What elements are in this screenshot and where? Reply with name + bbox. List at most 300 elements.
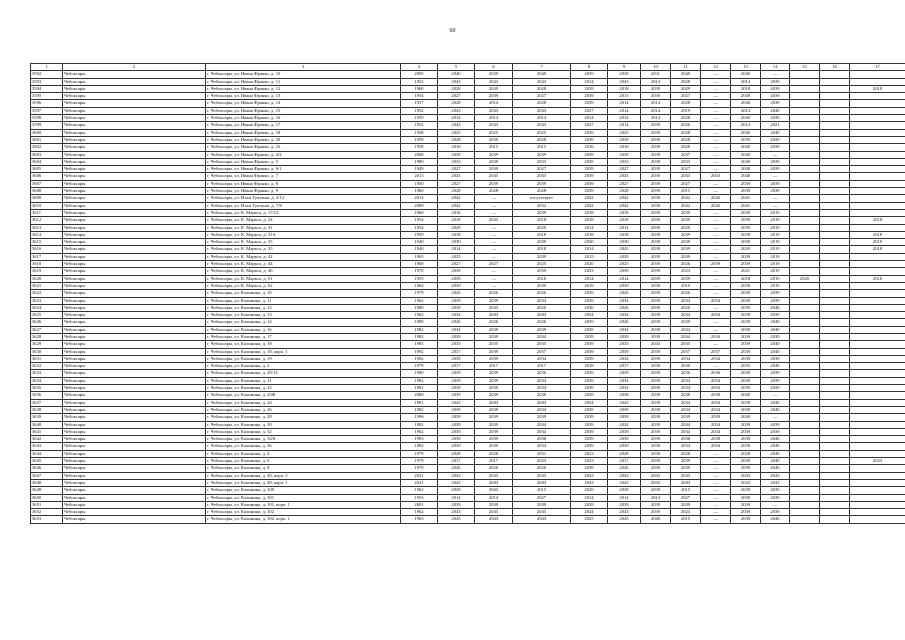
address-cell: г. Чебоксары, ул. Калинина, д. 34/8 [206,436,401,443]
value-cell: 2039 [641,297,671,304]
value-cell: 2014 [475,115,513,122]
value-cell: 2039 [641,85,671,92]
value-cell: 2035 [513,341,571,348]
value-cell: 2040 [731,129,761,136]
address-cell: г. Чебоксары, ул. К. Маркса, д. 44 [206,261,401,268]
value-cell [850,71,905,78]
address-cell: г. Чебоксары, ул. Ивана Франко, д. 22 [206,144,401,151]
value-cell: 2043 [475,173,513,180]
value-cell [790,428,820,435]
city-cell: Чебоксары [63,93,206,100]
value-cell: 2019 [671,282,701,289]
value-cell: 2039 [761,297,790,304]
value-cell: 2043 [608,516,641,523]
value-cell: 2039 [731,209,761,216]
value-cell [790,399,820,406]
value-cell: 2039 [608,443,641,450]
value-cell: 2039 [731,188,761,195]
value-cell: 2026 [513,465,571,472]
value-cell: 2039 [608,136,641,143]
value-cell: 2018 [438,217,475,224]
value-cell: 2039 [761,487,790,494]
value-cell: 1952 [401,107,438,114]
value-cell: — [475,253,513,260]
table-row [31,85,905,92]
value-cell: 2028 [513,136,571,143]
value-cell: 2014 [608,275,641,282]
value-cell: 2014 [571,494,608,501]
value-cell: 2040 [731,93,761,100]
table-row [31,231,905,238]
value-cell: 1954 [401,93,438,100]
value-cell: 2039 [571,85,608,92]
value-cell [850,326,905,333]
value-cell [850,188,905,195]
value-cell [820,333,850,340]
table-row [31,239,905,246]
city-cell: Чебоксары [63,421,206,428]
value-cell: 2043 [438,173,475,180]
city-cell: Чебоксары [63,78,206,85]
address-cell: г. Чебоксары, ул. Ивана Франко, д. 7 [206,173,401,180]
value-cell: 2039 [571,100,608,107]
value-cell: 2039 [731,290,761,297]
value-cell [790,173,820,180]
value-cell: 2014 [608,107,641,114]
city-cell: Чебоксары [63,509,206,516]
row-number-cell: 3612 [31,217,63,224]
value-cell: 2021 [761,122,790,129]
value-cell: 2038 [671,392,701,399]
value-cell: 2014 [438,494,475,501]
table-row [31,385,905,392]
value-cell [820,472,850,479]
value-cell: 2039 [641,93,671,100]
value-cell: 2043 [608,479,641,486]
value-cell: 2018 [850,275,905,282]
value-cell: 2039 [641,261,671,268]
value-cell: 2043 [641,341,671,348]
address-cell: г. Чебоксары, ул. К. Маркса, д. 46 [206,268,401,275]
table-row [31,122,905,129]
value-cell [850,399,905,406]
value-cell: 2039 [438,377,475,384]
city-cell: Чебоксары [63,428,206,435]
address-cell: г. Чебоксары, ул. Калинина, д. 18 [206,341,401,348]
value-cell: 2025 [513,129,571,136]
value-cell: 2043 [608,78,641,85]
value-cell: 1965 [401,253,438,260]
value-cell: 1940 [401,239,438,246]
value-cell: 2034 [671,443,701,450]
value-cell: 2034 [701,443,731,450]
value-cell: 1960 [401,85,438,92]
value-cell: 2040 [761,436,790,443]
value-cell: 2040 [731,166,761,173]
value-cell: 1952 [401,122,438,129]
value-cell: 2039 [731,385,761,392]
value-cell [790,406,820,413]
value-cell: 2039 [641,180,671,187]
value-cell: 2034 [513,297,571,304]
value-cell [850,377,905,384]
value-cell: 2042 [701,202,731,209]
value-cell: 2019 [761,246,790,253]
address-cell: г. Чебоксары, ул. Ивана Франко, д. 18 [206,129,401,136]
address-cell: г. Чебоксары, ул. К. Маркса, д. 24 [206,217,401,224]
value-cell: 2034 [701,377,731,384]
value-cell: 2039 [571,333,608,340]
value-cell: 2039 [475,136,513,143]
value-cell: 2015 [475,144,513,151]
city-cell: Чебоксары [63,501,206,508]
value-cell: 2039 [671,319,701,326]
value-cell: 2039 [761,355,790,362]
value-cell: 2039 [731,436,761,443]
value-cell: 2034 [571,312,608,319]
value-cell: 2015 [513,144,571,151]
value-cell: 2020 [790,275,820,282]
value-cell: 2019 [761,268,790,275]
value-cell [820,348,850,355]
table-row [31,370,905,377]
value-cell: — [475,246,513,253]
value-cell: — [701,326,731,333]
value-cell [790,136,820,143]
value-cell [790,129,820,136]
value-cell: 2039 [731,406,761,413]
value-cell [790,501,820,508]
value-cell: 2026 [608,319,641,326]
value-cell: 2043 [701,173,731,180]
value-cell: 2039 [475,166,513,173]
value-cell: 1979 [401,465,438,472]
value-cell: 2039 [641,144,671,151]
value-cell: 2039 [438,443,475,450]
value-cell: 1980 [401,319,438,326]
value-cell [790,312,820,319]
value-cell: 2043 [475,312,513,319]
value-cell: 2039 [761,188,790,195]
value-cell: 2034 [701,399,731,406]
row-number-cell: 3635 [31,385,63,392]
value-cell: 2043 [671,173,701,180]
value-cell: 2036 [701,370,731,377]
value-cell: 2039 [641,304,671,311]
value-cell [850,363,905,370]
value-cell: 2043 [513,312,571,319]
value-cell: 2039 [761,78,790,85]
table-row [31,516,905,523]
value-cell [820,85,850,92]
value-cell: 2038 [513,392,571,399]
address-cell: г. Чебоксары, ул. Калинина, д. 23Ф [206,392,401,399]
value-cell: 2039 [438,436,475,443]
value-cell: 2039 [475,392,513,399]
value-cell: 2028 [513,188,571,195]
value-cell [790,487,820,494]
row-number-cell: 3595 [31,93,63,100]
value-cell: 2035 [475,341,513,348]
value-cell: 2028 [671,450,701,457]
value-cell [850,472,905,479]
value-cell: — [701,78,731,85]
value-cell: 2025 [571,516,608,523]
header-cell: 7 [513,64,571,71]
address-cell: г. Чебоксары, ул. Калинина, д. 19 [206,355,401,362]
value-cell [790,261,820,268]
value-cell: 2019 [761,224,790,231]
value-cell: 2039 [438,406,475,413]
value-cell [850,78,905,85]
value-cell: 1954 [401,217,438,224]
value-cell: 2039 [671,275,701,282]
value-cell: 2039 [608,348,641,355]
value-cell: — [701,158,731,165]
row-number-cell: 3601 [31,136,63,143]
value-cell [790,144,820,151]
value-cell: 2039 [571,173,608,180]
row-number-cell: 3619 [31,268,63,275]
city-cell: Чебоксары [63,239,206,246]
row-number-cell: 3618 [31,261,63,268]
value-cell: — [761,195,790,202]
value-cell: 2034 [513,428,571,435]
value-cell: 2028 [608,450,641,457]
row-number-cell: 3651 [31,501,63,508]
value-cell: 2034 [671,428,701,435]
value-cell: 2028 [475,450,513,457]
value-cell: 2039 [701,414,731,421]
value-cell: 2039 [475,428,513,435]
address-cell: г. Чебоксары, ул. Калинина, д. 14 [206,319,401,326]
value-cell [850,115,905,122]
value-cell: 2039 [761,377,790,384]
value-cell: 2025 [438,129,475,136]
table-body [31,64,905,524]
value-cell: 2034 [701,355,731,362]
city-cell: Чебоксары [63,122,206,129]
value-cell: 2043 [475,487,513,494]
value-cell: 2034 [701,385,731,392]
value-cell: 2039 [641,414,671,421]
value-cell [820,487,850,494]
value-cell: 2017 [608,363,641,370]
value-cell: 2023 [671,268,701,275]
value-cell: — [761,501,790,508]
city-cell: Чебоксары [63,129,206,136]
value-cell: 2039 [475,436,513,443]
value-cell [850,93,905,100]
address-cell: г. Чебоксары, ул. Калинина, д. 101 [206,494,401,501]
value-cell: 2039 [641,501,671,508]
value-cell: 2039 [761,166,790,173]
value-cell: 2040 [761,107,790,114]
value-cell: 2014 [731,78,761,85]
value-cell [820,188,850,195]
value-cell [820,458,850,465]
value-cell: 2040 [761,458,790,465]
value-cell: — [701,494,731,501]
value-cell: 2039 [731,487,761,494]
value-cell: 2039 [641,399,671,406]
value-cell [790,509,820,516]
value-cell: 2018 [513,217,571,224]
value-cell: 2019 [761,239,790,246]
value-cell [790,472,820,479]
value-cell: 2039 [731,428,761,435]
row-number-cell: 3607 [31,180,63,187]
value-cell: 2037 [701,348,731,355]
value-cell [790,209,820,216]
value-cell: 1959 [401,136,438,143]
value-cell [790,268,820,275]
value-cell: 1992 [401,348,438,355]
value-cell: 2039 [641,355,671,362]
value-cell: 2039 [641,348,671,355]
table-row [31,78,905,85]
value-cell: 2039 [731,465,761,472]
value-cell: — [701,217,731,224]
value-cell: 2039 [571,428,608,435]
value-cell: 2036 [671,370,701,377]
value-cell: 2039 [731,312,761,319]
city-cell: Чебоксары [63,246,206,253]
value-cell: 2042 [438,195,475,202]
value-cell: 2014 [571,246,608,253]
value-cell: 2039 [731,180,761,187]
address-cell: г. Чебоксары, ул. К. Маркса, д. 35 [206,246,401,253]
value-cell [790,319,820,326]
value-cell: 2039 [608,71,641,78]
value-cell: 2039 [641,319,671,326]
value-cell: 2039 [731,341,761,348]
value-cell: — [701,107,731,114]
value-cell: 2014 [641,78,671,85]
value-cell: 2019 [761,275,790,282]
row-number-cell: 3609 [31,195,63,202]
row-number-cell: 3603 [31,151,63,158]
address-cell: г. Чебоксары, ул. Калинина, д. 18, корп. 1 [206,348,401,355]
value-cell: 1980 [401,304,438,311]
value-cell: 1996 [401,414,438,421]
value-cell: 2027 [513,494,571,501]
value-cell: 2043 [671,472,701,479]
value-cell: 2039 [438,421,475,428]
address-cell: г. Чебоксары, ул. Калинина, д. 13 [206,312,401,319]
value-cell: 2039 [608,436,641,443]
city-cell: Чебоксары [63,290,206,297]
value-cell: 1985 [401,341,438,348]
table-row [31,173,905,180]
value-cell: 2034 [608,355,641,362]
value-cell: 2039 [641,385,671,392]
value-cell: — [761,392,790,399]
value-cell: 2034 [701,406,731,413]
value-cell [850,450,905,457]
table-row [31,246,905,253]
value-cell [850,261,905,268]
value-cell [790,282,820,289]
value-cell: 2039 [475,406,513,413]
value-cell [790,494,820,501]
value-cell: 2039 [475,85,513,92]
row-number-cell: 3633 [31,370,63,377]
value-cell [850,428,905,435]
value-cell [820,501,850,508]
value-cell: 2015 [671,487,701,494]
value-cell [850,297,905,304]
row-number-cell: 3652 [31,509,63,516]
city-cell: Чебоксары [63,202,206,209]
city-cell: Чебоксары [63,406,206,413]
value-cell: 2027 [608,180,641,187]
value-cell: 2039 [641,333,671,340]
value-cell: 2039 [671,239,701,246]
value-cell [790,195,820,202]
value-cell: 2039 [731,333,761,340]
value-cell: — [701,501,731,508]
value-cell: 2040 [513,71,571,78]
value-cell: 2005 [401,71,438,78]
value-cell: 2040 [761,341,790,348]
value-cell: 2039 [571,93,608,100]
value-cell: 2029 [571,487,608,494]
address-cell: г. Чебоксары, ул. Калинина, д. 6 [206,458,401,465]
table-row [31,312,905,319]
value-cell: 1952 [401,78,438,85]
value-cell: 1958 [401,144,438,151]
value-cell [820,465,850,472]
value-cell: 2043 [513,107,571,114]
header-cell: 17 [850,64,905,71]
city-cell: Чебоксары [63,151,206,158]
value-cell: — [475,231,513,238]
address-cell: г. Чебоксары, ул. К. Маркса, д. 33 [206,239,401,246]
table-row [31,428,905,435]
value-cell [820,436,850,443]
value-cell: 2015 [513,487,571,494]
value-cell: 2026 [513,290,571,297]
address-cell: г. Чебоксары, ул. Ивана Франко, д. 11 [206,78,401,85]
value-cell [850,348,905,355]
value-cell [820,107,850,114]
value-cell: 2039 [571,414,608,421]
value-cell: 1953 [401,494,438,501]
value-cell: 2039 [438,275,475,282]
value-cell: 2034 [608,377,641,384]
value-cell [790,122,820,129]
value-cell: 2039 [438,370,475,377]
table-row [31,195,905,202]
value-cell: 2034 [438,326,475,333]
value-cell: 2039 [513,180,571,187]
value-cell: 2039 [571,129,608,136]
value-cell: 2019 [571,282,608,289]
address-cell: г. Чебоксары, ул. Ильи Тукташа, д. 7/8 [206,202,401,209]
value-cell: 2034 [608,385,641,392]
value-cell: 2040 [731,158,761,165]
value-cell: 2034 [671,333,701,340]
value-cell: 2014 [475,494,513,501]
address-cell: г. Чебоксары, ул. Калинина, д. 4 [206,450,401,457]
value-cell: — [475,209,513,216]
value-cell: 2039 [571,326,608,333]
value-cell: 2039 [731,239,761,246]
header-row [31,64,905,71]
table-row [31,509,905,516]
value-cell [820,414,850,421]
